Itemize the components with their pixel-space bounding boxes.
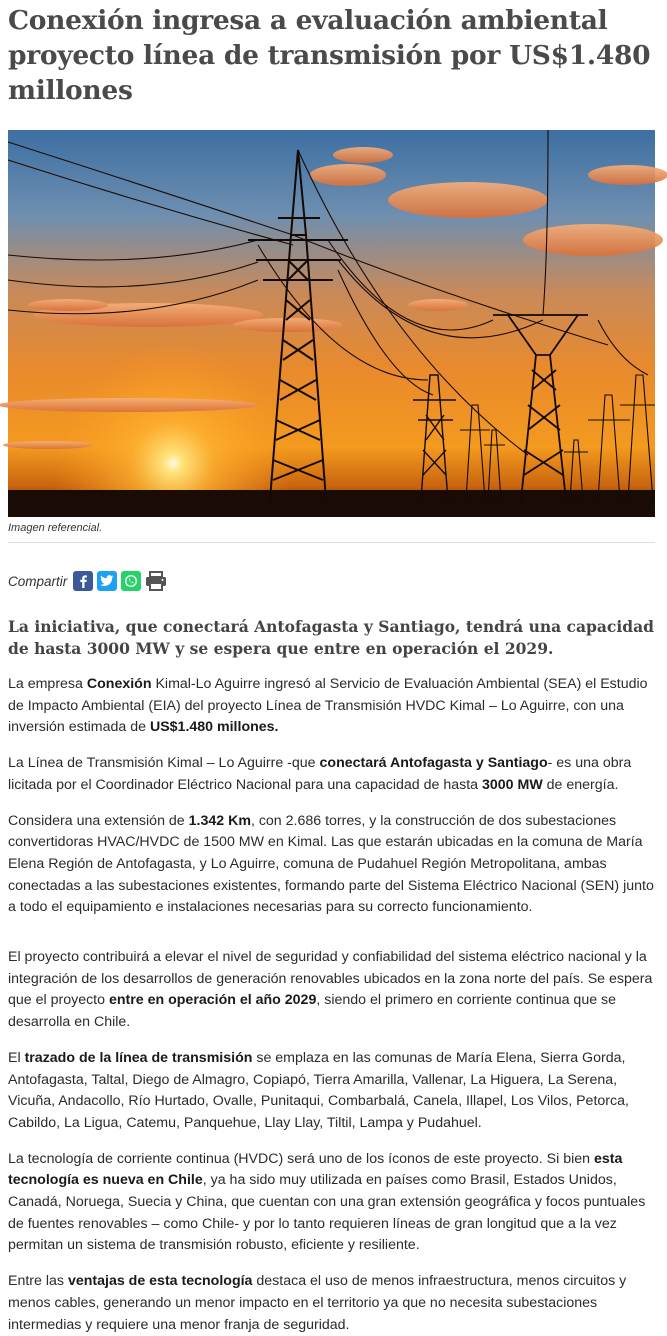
article-paragraph bbox=[8, 947, 655, 1034]
paragraph-text: Considera una extensión de bbox=[8, 812, 189, 829]
bold-text: 1.342 Km bbox=[188, 812, 251, 829]
twitter-icon[interactable] bbox=[97, 571, 117, 591]
print-icon[interactable] bbox=[145, 571, 167, 591]
article-paragraph bbox=[8, 1048, 655, 1135]
paragraph-text: , ya ha sido muy utilizada en países como Brasil, Estados Unidos, Canadá, Noruega, Suecia y China, que cuentan con una gran extensión geográfica y focos puntuales de fuentes renovables – como Chile- y por lo tanto requieren líneas de gran longitud que a la vez permitan un sistema de transmisión robusto, eficiente y resiliente. bbox=[8, 1172, 646, 1254]
article-paragraph bbox=[8, 753, 655, 796]
paragraph-text: La Línea de Transmisión Kimal – Lo Aguirre -que bbox=[8, 755, 320, 772]
paragraph-text: El proyecto contribuirá a elevar el nivel de seguridad y confiabilidad del sistema eléctrico nacional y la integración de los desarrollos de generación renovables ubicados en la zona norte del país. Se espera que el proyecto bbox=[8, 949, 653, 1009]
paragraph-text: Kimal-Lo Aguirre ingresó al Servicio de Evaluación Ambiental (SEA) el Estudio de Impacto Ambiental (EIA) del proyecto Línea de Transmisión HVDC Kimal – Lo Aguirre, con una inversión estimada de bbox=[8, 676, 648, 736]
bold-text: Conexión bbox=[86, 676, 152, 692]
article-paragraph bbox=[8, 811, 655, 920]
paragraph-text: , con 2.686 torres, y la construcción de dos subestaciones convertidoras HVAC/HVDC de 1500 MW en Kimal. Las que estarán ubicadas en la comuna de María Elena Región de Antofagasta, y Lo Aguirre, comuna de Pudahuel Región Metropolitana, ambas conectadas a las subestaciones existentes, formando parte del Sistema Eléctrico Nacional (SEN) junto a todo el equipamiento e instalaciones necesarias para su correcto funcionamiento. bbox=[8, 812, 654, 916]
paragraph-text: de energía. bbox=[542, 776, 619, 793]
sunset-power-lines-photo bbox=[8, 130, 655, 517]
facebook-icon[interactable] bbox=[73, 571, 93, 591]
whatsapp-icon[interactable] bbox=[121, 571, 141, 591]
paragraph-text: El bbox=[8, 1049, 25, 1066]
bold-text: US$1.480 millones. bbox=[149, 719, 279, 736]
article-paragraph bbox=[8, 1149, 655, 1258]
article-title: Conexión ingresa a evaluación ambiental proyecto línea de transmisión por US$1.480 millones bbox=[8, 5, 651, 106]
share-label: Compartir bbox=[8, 573, 68, 589]
paragraph-text: se emplaza en las comunas de María Elena, Sierra Gorda, Antofagasta, Taltal, Diego de Almagro, Copiapó, Tierra Amarilla, Vallenar, La Higuera, La Serena, Vicuña, Andacollo, Río Hurtado, Ovalle, Punitaqui, Combarbalá, Canela, Illapel, Los Vilos, Petorca, Cabildo, La Ligua, Catemu, Panquehue, Llay Llay, Tiltil, Lampa y Pudahuel. bbox=[8, 1049, 629, 1131]
article-lead: La iniciativa, que conectará Antofagasta y Santiago, tendrá una capacidad de hasta 3000 MW y se espera que entre en operación el 2029. bbox=[8, 617, 654, 658]
article-paragraph bbox=[8, 674, 655, 739]
article-paragraph bbox=[8, 1271, 655, 1336]
bold-text: entre en operación el año 2029 bbox=[108, 992, 317, 1009]
paragraph-text: - es una obra licitada por el Coordinador Eléctrico Nacional para una capacidad de hasta bbox=[8, 755, 632, 793]
hero-image bbox=[8, 130, 655, 517]
image-caption: Imagen referencial. bbox=[8, 522, 103, 534]
bold-text: 3000 MW bbox=[482, 776, 543, 793]
paragraph-text: , siendo el primero en corriente continua que se desarrolla en Chile. bbox=[8, 992, 617, 1031]
bold-text: conectará Antofagasta y Santiago bbox=[319, 755, 548, 772]
bold-text: ventajas de esta tecnología bbox=[67, 1273, 253, 1290]
paragraph-text: La empresa bbox=[8, 676, 87, 692]
paragraph-text: La tecnología de corriente continua (HVDC) será uno de los íconos de este proyecto. Si bien bbox=[8, 1150, 594, 1167]
divider bbox=[8, 542, 655, 543]
paragraph-text: destaca el uso de menos infraestructura, menos circuitos y menos cables, generando un menor impacto en el territorio ya que no necesita subestaciones intermedias y requiere una menor franja de seguridad. bbox=[8, 1273, 627, 1333]
share-bar bbox=[8, 568, 655, 594]
article-body bbox=[8, 674, 655, 1336]
paragraph-text: Entre las bbox=[8, 1273, 68, 1290]
bold-text: esta tecnología es nueva en Chile bbox=[8, 1150, 623, 1189]
bold-text: trazado de la línea de transmisión bbox=[24, 1049, 253, 1066]
